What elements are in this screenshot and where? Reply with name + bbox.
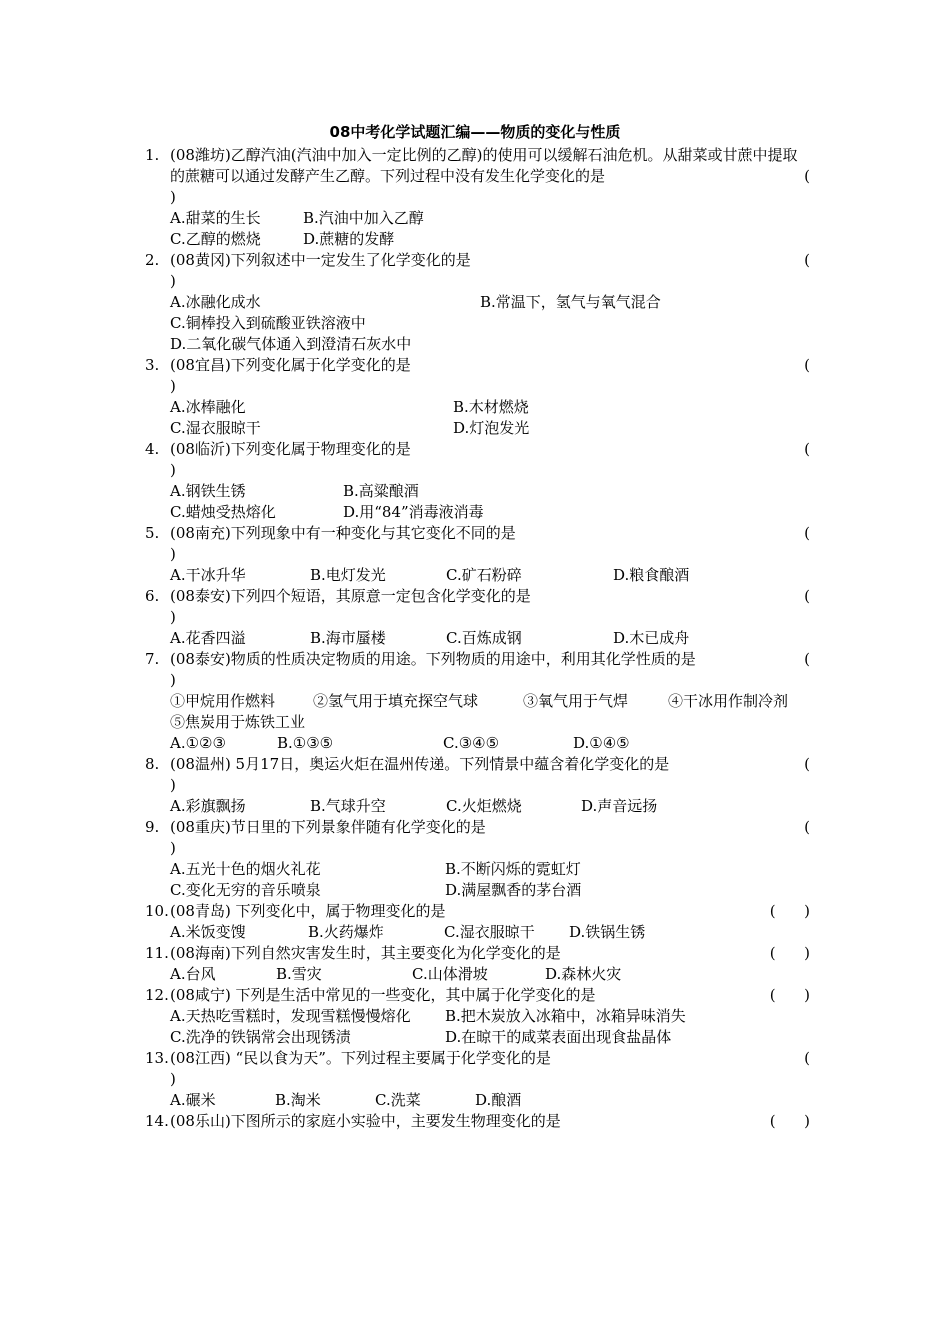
question-number: 9. [145,818,160,836]
answer-paren-open: ( [804,1049,810,1067]
question-number: 2. [145,251,160,269]
option-a: A.彩旗飘扬 [170,797,246,815]
question-text: (08重庆)节日里的下列景象伴随有化学变化的是 [170,818,486,836]
question-9-options-row-1 [145,859,810,880]
question-3-paren-close [145,376,810,397]
question-7-items-row-1 [145,691,810,712]
question-3-options-row-1 [145,397,810,418]
question-number: 7. [145,650,160,668]
answer-paren-close: ) [170,461,176,479]
option-a: A.五光十色的烟火礼花 [170,860,321,878]
question-3 [145,355,810,376]
option-d: D.木已成舟 [613,629,690,647]
question-7-paren-close [145,670,810,691]
question-4 [145,439,810,460]
option-c: C.矿石粉碎 [446,566,522,584]
answer-paren-close: ) [170,776,176,794]
option-c: C.③④⑤ [443,734,500,752]
question-13-paren-close [145,1069,810,1090]
option-d: D.铁锅生锈 [569,923,646,941]
option-d: D.二氧化碳气体通入到澄清石灰水中 [170,335,412,353]
option-b: B.①③⑤ [277,734,334,752]
option-a: A.甜菜的生长 [170,209,261,227]
option-a: A.米饭变馊 [170,923,246,941]
question-number: 11. [145,944,169,962]
option-b: B.气球升空 [310,797,386,815]
answer-paren: ( ) [769,1112,810,1130]
option-b: B.把木炭放入冰箱中，冰箱异味消失 [445,1007,686,1025]
option-c: C.湿衣服晾干 [444,923,535,941]
answer-paren-open: ( [804,755,810,773]
question-4-options-row-2 [145,502,810,523]
option-c: C.铜棒投入到硫酸亚铁溶液中 [170,314,366,332]
question-12 [145,985,810,1006]
question-11-options [145,964,810,985]
option-d: D.满屋飘香的茅台酒 [445,881,582,899]
question-6 [145,586,810,607]
question-7-options [145,733,810,754]
question-text: (08乐山)下图所示的家庭小实验中，主要发生物理变化的是 [170,1112,561,1130]
option-c: C.山体滑坡 [412,965,488,983]
option-b: B.木材燃烧 [453,398,529,416]
item-1: ①甲烷用作燃料 [170,692,276,710]
option-b: B.汽油中加入乙醇 [303,209,424,227]
question-1-options-row-2 [145,229,810,250]
question-text: (08潍坊)乙醇汽油(汽油中加入一定比例的乙醇)的使用可以缓解石油危机。从甜菜或甘蔗中提取的蔗糖可以通过发酵产生乙醇。下列过程中没有发生化学变化的是 [170,146,798,185]
question-12-options-row-1 [145,1006,810,1027]
question-text: (08泰安)物质的性质决定物质的用途。下列物质的用途中，利用其化学性质的是 [170,650,696,668]
question-10-options [145,922,810,943]
question-text: (08黄冈)下列叙述中一定发生了化学变化的是 [170,251,471,269]
option-b: B.淘米 [275,1091,321,1109]
option-a: A.台风 [170,965,216,983]
option-a: A.干冰升华 [170,566,246,584]
answer-paren-open: ( [804,818,810,836]
option-b: B.高粱酿酒 [343,482,419,500]
answer-paren: ( ) [769,944,810,962]
answer-paren-open: ( [804,587,810,605]
option-d: D.灯泡发光 [453,419,530,437]
option-d: D.粮食酿酒 [613,566,690,584]
answer-paren-open: ( [804,650,810,668]
option-c: C.蜡烛受热熔化 [170,503,276,521]
item-5: ⑤焦炭用于炼铁工业 [170,713,306,731]
question-2-options-row-1 [145,292,810,313]
option-b: B.常温下，氢气与氧气混合 [480,293,661,311]
answer-paren-close: ) [170,545,176,563]
question-number: 8. [145,755,160,773]
question-text: (08温州) 5月17日，奥运火炬在温州传递。下列情景中蕴含着化学变化的是 [170,755,670,773]
option-d: D.①④⑤ [573,734,630,752]
item-2: ②氢气用于填充探空气球 [313,692,479,710]
option-d: D.用“84”消毒液消毒 [343,503,484,521]
question-number: 5. [145,524,160,542]
question-number: 6. [145,587,160,605]
question-7 [145,649,810,670]
option-b: B.火药爆炸 [308,923,384,941]
question-13-options [145,1090,810,1111]
option-a: A.花香四溢 [170,629,246,647]
question-10 [145,901,810,922]
option-d: D.森林火灾 [545,965,622,983]
question-number: 14. [145,1112,169,1130]
question-number: 4. [145,440,160,458]
question-number: 13. [145,1049,169,1067]
question-text: (08泰安)下列四个短语，其原意一定包含化学变化的是 [170,587,531,605]
answer-paren-open: ( [804,251,810,269]
option-c: C.湿衣服晾干 [170,419,261,437]
answer-paren-close: ) [170,608,176,626]
answer-paren: ( ) [769,986,810,1004]
answer-paren-close: ) [170,1070,176,1088]
item-4: ④干冰用作制冷剂 [668,692,789,710]
question-text: (08临沂)下列变化属于物理变化的是 [170,440,411,458]
option-c: C.变化无穷的音乐喷泉 [170,881,321,899]
question-9-options-row-2 [145,880,810,901]
option-c: C.乙醇的燃烧 [170,230,261,248]
option-b: B.海市蜃楼 [310,629,386,647]
question-2-paren-close [145,271,810,292]
question-stem [170,145,810,187]
question-8 [145,754,810,775]
option-a: A.碾米 [170,1091,216,1109]
question-text: (08宜昌)下列变化属于化学变化的是 [170,356,411,374]
question-text: (08青岛) 下列变化中，属于物理变化的是 [170,902,446,920]
option-c: C.百炼成钢 [446,629,522,647]
question-text: (08海南)下列自然灾害发生时，其主要变化为化学变化的是 [170,944,561,962]
question-number: 3. [145,356,160,374]
question-6-options [145,628,810,649]
option-a: A.①②③ [170,734,226,752]
question-number: 12. [145,986,169,1004]
answer-paren-close: ) [170,272,176,290]
page-title: 08中考化学试题汇编——物质的变化与性质 [329,123,621,141]
option-a: A.钢铁生锈 [170,482,246,500]
option-a: A.天热吃雪糕时，发现雪糕慢慢熔化 [170,1007,411,1025]
question-8-options [145,796,810,817]
question-4-options-row-1 [145,481,810,502]
answer-paren: ( ) [769,902,810,920]
option-d: D.声音远扬 [581,797,658,815]
question-1 [145,145,810,187]
answer-paren-open: ( [804,440,810,458]
item-3: ③氧气用于气焊 [523,692,629,710]
option-d: D.酿酒 [475,1091,522,1109]
question-2-options-row-3 [145,334,810,355]
answer-paren-close: ) [170,377,176,395]
question-6-paren-close [145,607,810,628]
question-2 [145,250,810,271]
option-b: B.雪灾 [276,965,322,983]
option-c: C.火炬燃烧 [446,797,522,815]
question-number: 1. [145,146,160,164]
question-9-paren-close [145,838,810,859]
question-number: 10. [145,902,169,920]
option-b: B.电灯发光 [310,566,386,584]
question-1-options-row-1 [145,208,810,229]
question-13 [145,1048,810,1069]
answer-paren-open: ( [804,524,810,542]
question-5-options [145,565,810,586]
question-text: (08南充)下列现象中有一种变化与其它变化不同的是 [170,524,516,542]
option-b: B.不断闪烁的霓虹灯 [445,860,581,878]
question-5-paren-close [145,544,810,565]
question-text: (08咸宁) 下列是生活中常见的一些变化，其中属于化学变化的是 [170,986,596,1004]
question-5 [145,523,810,544]
option-c: C.洗净的铁锅常会出现锈渍 [170,1028,351,1046]
option-d: D.在晾干的咸菜表面出现食盐晶体 [445,1028,672,1046]
question-3-options-row-2 [145,418,810,439]
answer-paren-open: ( [804,167,810,185]
question-2-options-row-2 [145,313,810,334]
question-14 [145,1111,810,1132]
answer-paren-close: ) [170,188,176,206]
question-7-items-row-2 [145,712,810,733]
question-12-options-row-2 [145,1027,810,1048]
question-text: (08江西) “民以食为天”。下列过程主要属于化学变化的是 [170,1049,551,1067]
option-a: A.冰棒融化 [170,398,246,416]
question-1-paren-close [145,187,810,208]
answer-paren-open: ( [804,356,810,374]
answer-paren-close: ) [170,839,176,857]
question-11 [145,943,810,964]
question-4-paren-close [145,460,810,481]
question-9 [145,817,810,838]
answer-paren-close: ) [170,671,176,689]
option-c: C.洗菜 [375,1091,421,1109]
option-a: A.冰融化成水 [170,293,261,311]
question-8-paren-close [145,775,810,796]
option-d: D.蔗糖的发酵 [303,230,395,248]
